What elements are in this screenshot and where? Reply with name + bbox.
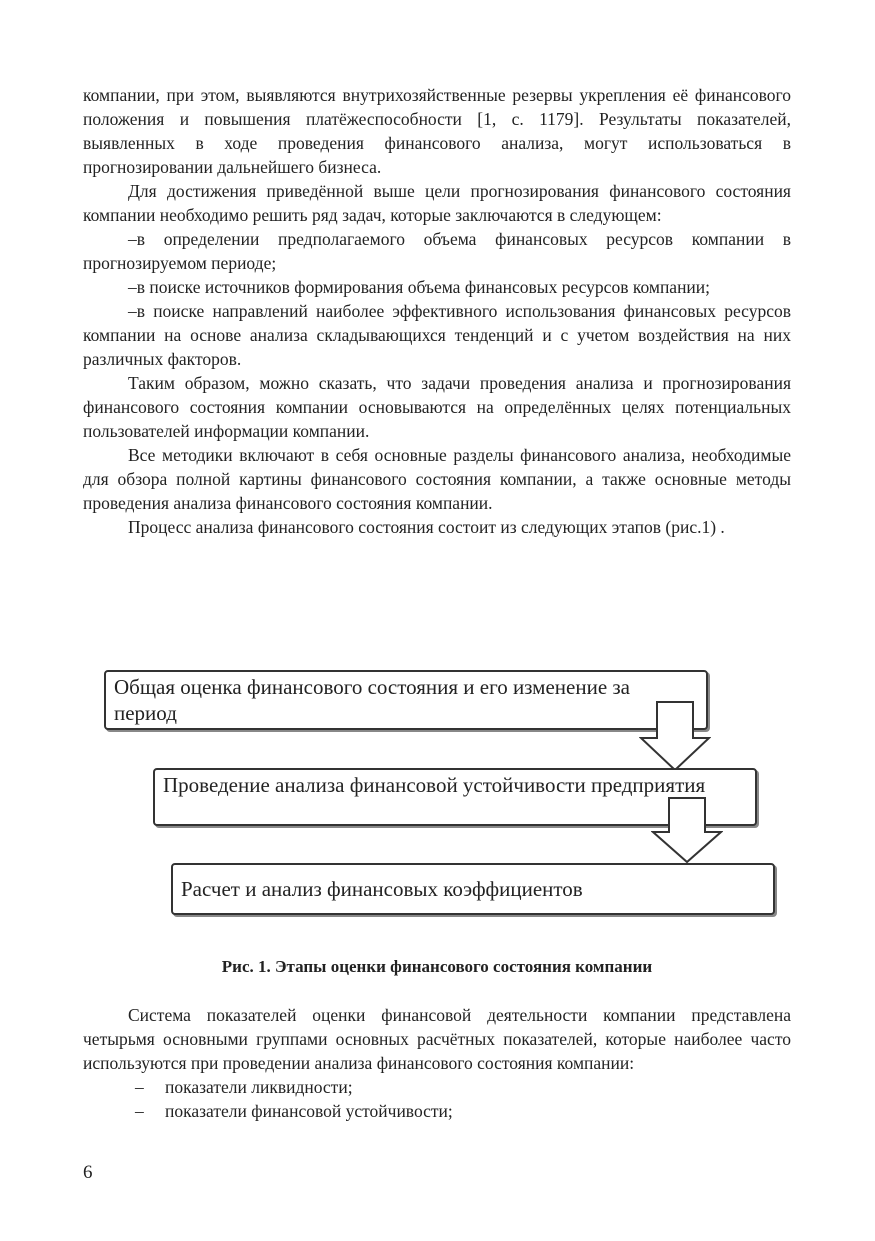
down-arrow-icon — [651, 796, 723, 864]
down-arrow-icon — [639, 700, 711, 772]
diagram-step-3: Расчет и анализ финансовых коэффициентов — [171, 863, 775, 915]
list-item: –в определении предполагаемого объема финансовых ресурсов компании в прогнозируемом периоде; — [83, 229, 791, 273]
paragraph: компании, при этом, выявляются внутрихозяйственные резервы укрепления её финансового положения и повышения платёжеспособности [1, с. 1179]. Результаты показателей, выявленных в ходе проведения финансового анализа, могут использоваться в прогнозировании дальнейшего бизнеса. — [83, 85, 791, 177]
diagram-step-1: Общая оценка финансового состояния и его изменение за период — [104, 670, 708, 730]
diagram-step-2: Проведение анализа финансовой устойчивости предприятия — [153, 768, 757, 826]
page-number: 6 — [83, 1162, 93, 1183]
figure-caption: Рис. 1. Этапы оценки финансового состояния компании — [221, 957, 653, 976]
paragraph: Все методики включают в себя основные разделы финансового анализа, необходимые для обзора полной картины финансового состояния компании, а также основные методы проведения анализа финансового состояния компании. — [83, 445, 791, 513]
list-item: –в поиске источников формирования объема финансовых ресурсов компании; — [128, 277, 711, 297]
paragraph: Для достижения приведённой выше цели прогнозирования финансового состояния компании необходимо решить ряд задач, которые заключаются в следующем: — [83, 181, 791, 225]
paragraph: Таким образом, можно сказать, что задачи проведения анализа и прогнозирования финансового состояния компании основываются на определённых целях потенциальных пользователей информации компании. — [83, 373, 791, 441]
list-item: – показатели ликвидности; — [135, 1077, 353, 1097]
paragraph: Процесс анализа финансового состояния состоит из следующих этапов (рис.1) . — [128, 517, 725, 537]
list-item: – показатели финансовой устойчивости; — [135, 1101, 453, 1121]
flow-diagram — [83, 655, 791, 925]
body-text — [83, 83, 791, 539]
paragraph: Система показателей оценки финансовой деятельности компании представлена четырьмя основными группами основных расчётных показателей, которые наиболее часто используются при проведении анализа финансового состояния компании: — [83, 1005, 791, 1073]
list-item: –в поиске направлений наиболее эффективного использования финансовых ресурсов компании на основе анализа складывающихся тенденций и с учетом воздействия на них различных факторов. — [83, 301, 791, 369]
body-text-lower — [83, 1003, 791, 1123]
